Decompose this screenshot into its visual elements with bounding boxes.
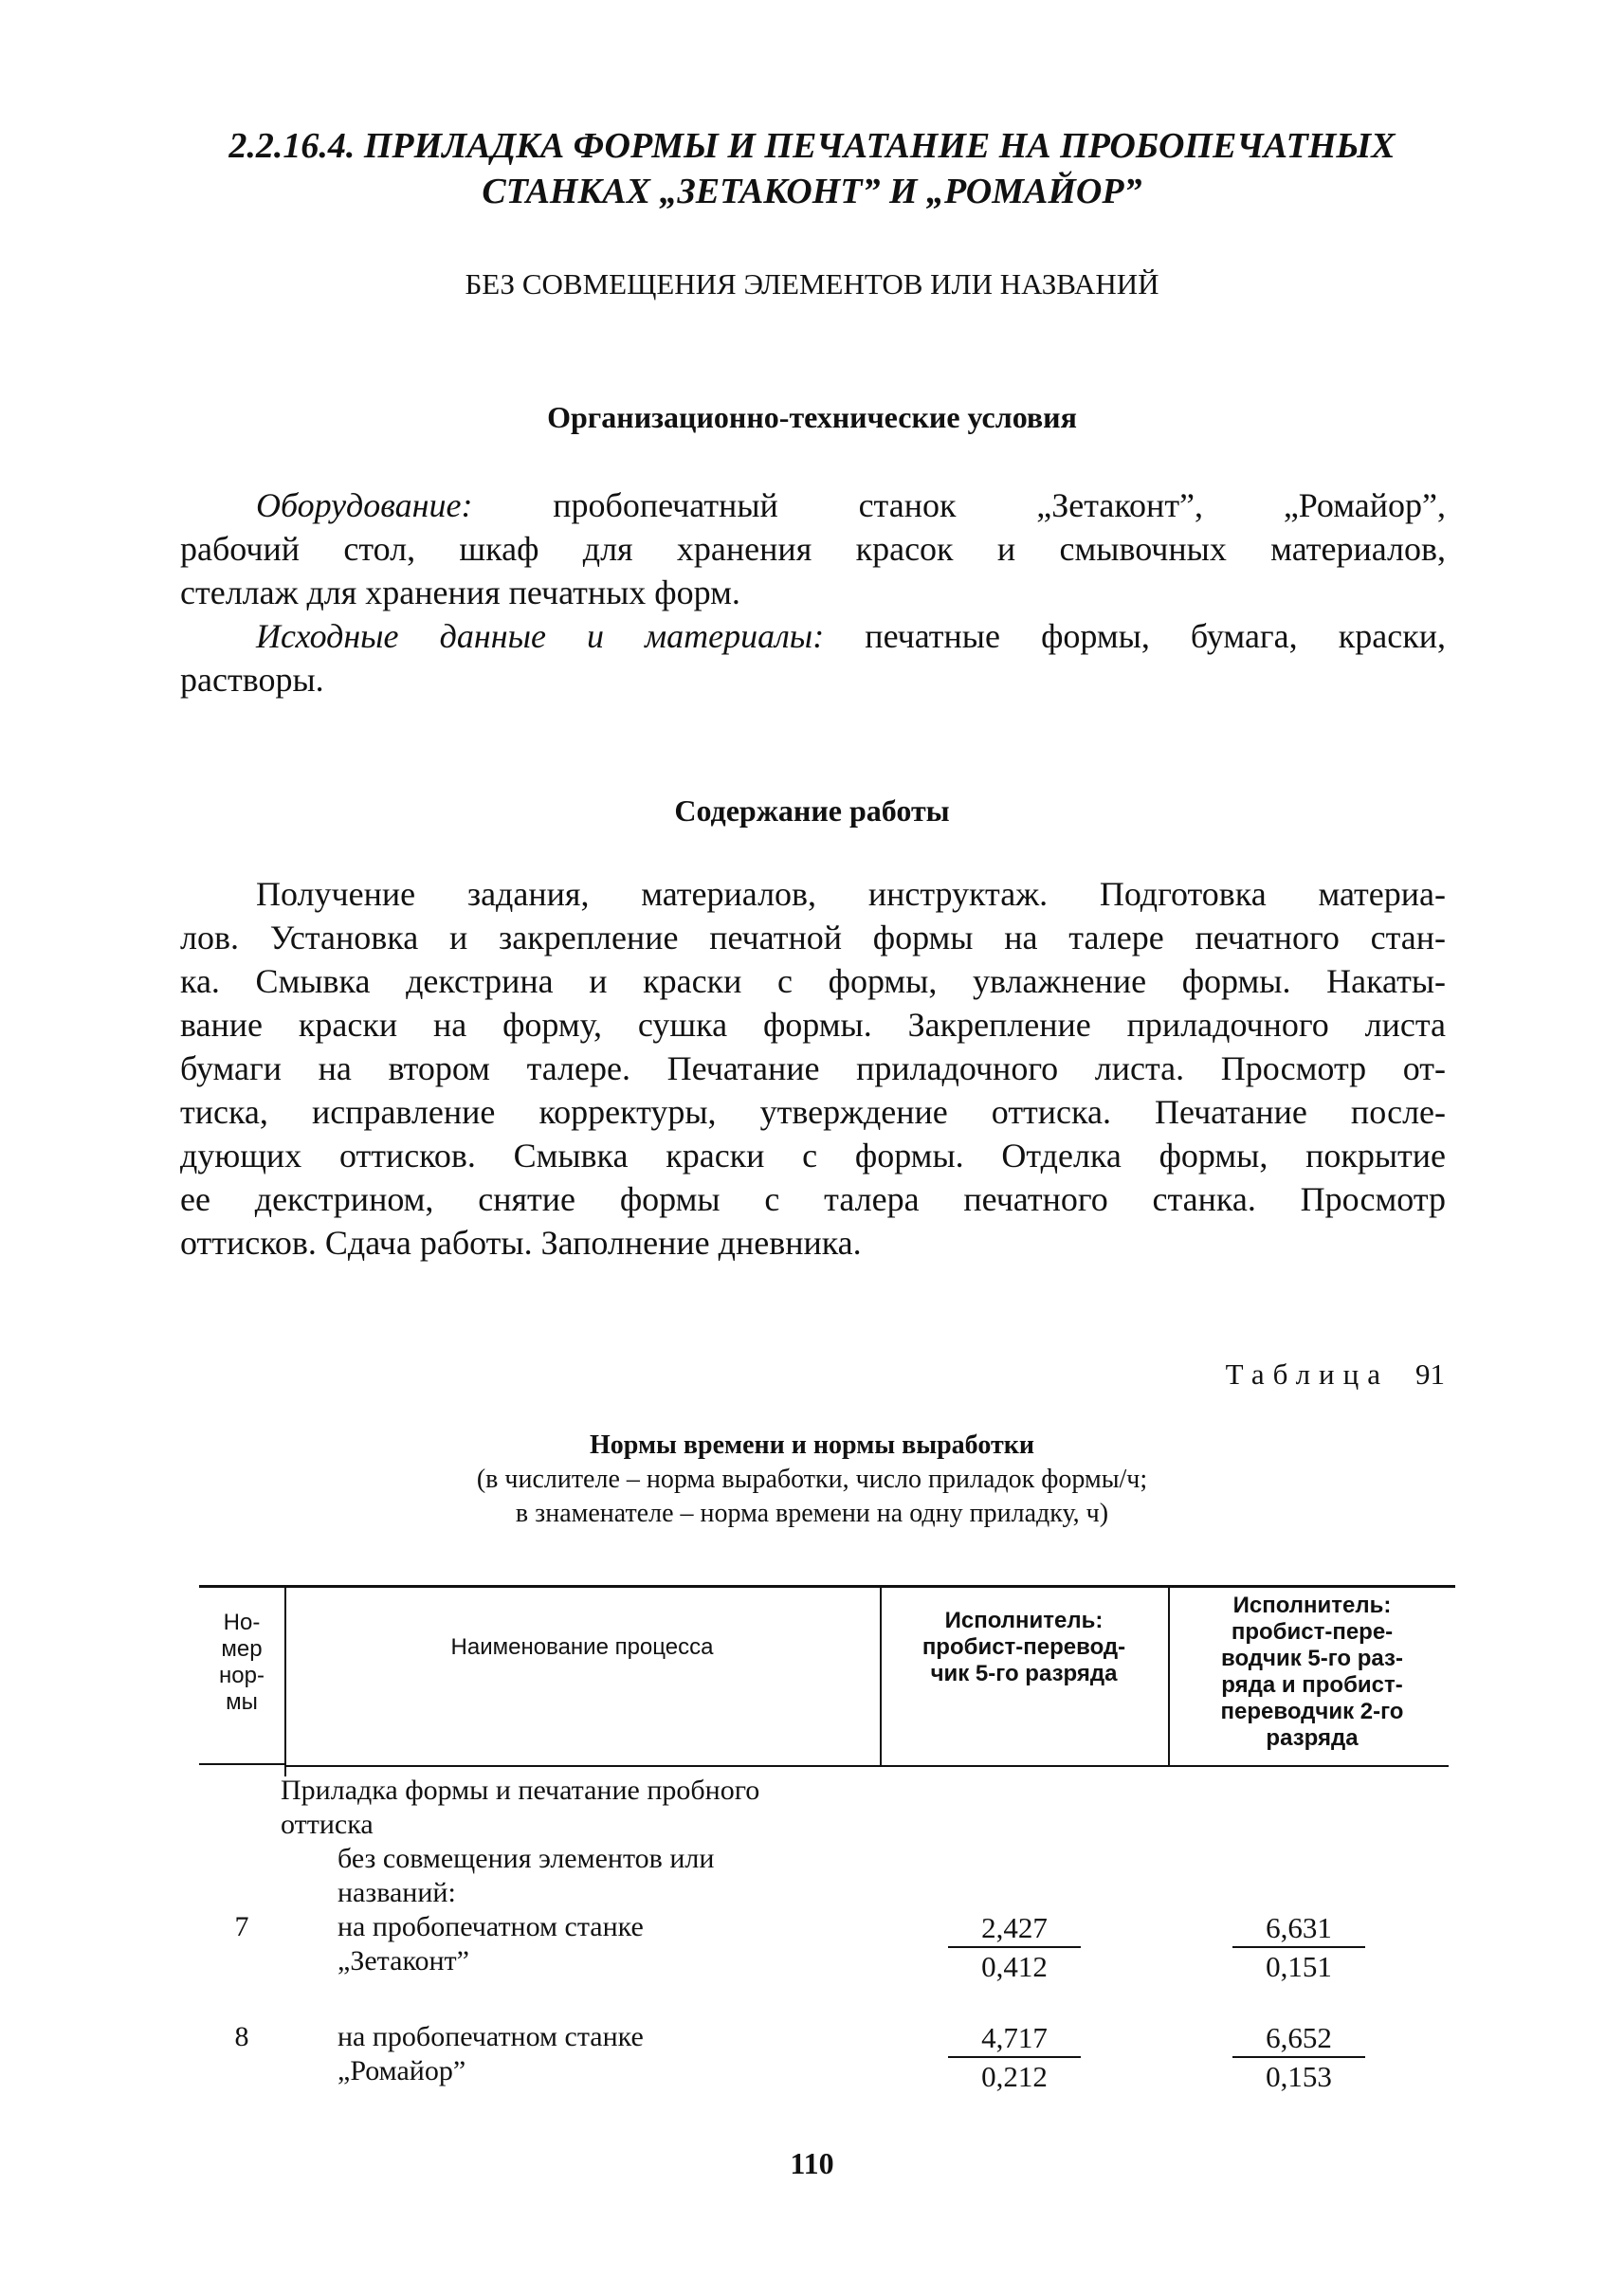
row-value-fraction: [948, 2021, 1081, 2094]
row-value-fraction: [1232, 2021, 1365, 2094]
group-subtitle-line-1: без совмещения элементов или: [338, 1843, 715, 1874]
equipment-text: пробопечатный станок „Зетаконт”, „Ромайор”,: [472, 486, 1446, 524]
group-title-line-1: Приладка формы и печатание пробного: [281, 1775, 760, 1806]
header-text: Но-: [223, 1610, 261, 1635]
work-line: ка. Смывка декстрина и краски с формы, увлажнение формы. Накаты-: [180, 962, 1446, 1000]
row-norm-number: 8: [234, 2021, 249, 2052]
equipment-paragraph-line-1: [180, 483, 1446, 527]
header-text: нор-: [219, 1663, 265, 1688]
table-number: [0, 1356, 1445, 1393]
work-line: Получение задания, материалов, инструктаж. Подготовка материа-: [256, 875, 1446, 913]
materials-paragraph-line-1: [180, 614, 1446, 658]
table-header-rule: [284, 1765, 1449, 1767]
header-text: водчик 5-го раз-: [1221, 1646, 1403, 1671]
table-label: Таблица: [1225, 1357, 1389, 1391]
table-top-rule: [199, 1585, 1455, 1588]
table-title: Нормы времени и нормы выработки: [590, 1430, 1034, 1460]
work-line: вание краски на форму, сушка формы. Закрепление приладочного листа: [180, 1006, 1446, 1044]
conditions-heading: Организационно-технические условия: [547, 400, 1077, 434]
table-header-rule: [199, 1763, 284, 1765]
materials-label: Исходные данные и материалы:: [256, 617, 825, 655]
header-text: ряда и пробист-: [1221, 1672, 1403, 1698]
header-norm-number: [201, 1610, 283, 1716]
row-value-fraction: [948, 1911, 1081, 1984]
table-caption-line-1: (в числителе – норма выработки, число приладок формы/ч;: [476, 1465, 1148, 1494]
section-subtitle: БЕЗ СОВМЕЩЕНИЯ ЭЛЕМЕНТОВ ИЛИ НАЗВАНИЙ: [465, 267, 1159, 301]
materials-paragraph-line-2: растворы.: [180, 661, 324, 699]
page-number: 110: [790, 2146, 834, 2180]
time-norm-value: 0,151: [1266, 1950, 1332, 1983]
header-text: Исполнитель:: [944, 1608, 1104, 1633]
header-text: пробист-пере-: [1231, 1619, 1394, 1645]
header-text: мы: [226, 1689, 258, 1715]
equipment-paragraph-line-2: рабочий стол, шкаф для хранения красок и смывочных материалов,: [180, 530, 1446, 568]
equipment-label: Оборудование:: [256, 486, 473, 524]
time-norm-value: 0,153: [1266, 2060, 1332, 2093]
work-line: дующих оттисков. Смывка краски с формы. Отделка формы, покрытие: [180, 1137, 1446, 1175]
output-norm-value: 6,652: [1232, 2021, 1365, 2058]
row-norm-number: 7: [234, 1911, 249, 1942]
header-process-name: Наименование процесса: [450, 1634, 714, 1660]
time-norm-value: 0,412: [981, 1950, 1048, 1983]
table-number-value: 91: [1415, 1357, 1445, 1391]
output-norm-value: 6,631: [1232, 1911, 1365, 1948]
materials-text: печатные формы, бумага, краски,: [824, 617, 1446, 655]
output-norm-value: 4,717: [948, 2021, 1081, 2058]
section-title-line-1: 2.2.16.4. ПРИЛАДКА ФОРМЫ И ПЕЧАТАНИЕ НА ПРОБОПЕЧАТНЫХ: [228, 126, 1396, 166]
header-text: чик 5-го разряда: [930, 1661, 1118, 1686]
work-line: ее декстрином, снятие формы с талера печатного станка. Просмотр: [180, 1180, 1446, 1218]
group-title-line-2: оттиска: [281, 1809, 374, 1840]
header-text: разряда: [1266, 1725, 1359, 1751]
header-text: пробист-перевод-: [921, 1634, 1126, 1660]
header-performer-5-and-2: [1170, 1593, 1454, 1752]
work-heading: Содержание работы: [674, 793, 950, 828]
header-text: мер: [221, 1636, 263, 1662]
table-caption-line-2: в знаменателе – норма времени на одну приладку, ч): [515, 1499, 1109, 1528]
work-line: оттисков. Сдача работы. Заполнение дневника.: [180, 1224, 862, 1262]
row-process-line-2: „Ромайор”: [338, 2055, 466, 2086]
work-line: бумаги на втором талере. Печатание приладочного листа. Просмотр от-: [180, 1049, 1446, 1087]
row-process-line-1: на пробопечатном станке: [338, 1911, 644, 1942]
row-process-line-1: на пробопечатном станке: [338, 2021, 644, 2052]
work-line: тиска, исправление корректуры, утверждение оттиска. Печатание после-: [180, 1093, 1446, 1131]
group-subtitle-line-2: названий:: [338, 1877, 456, 1908]
header-text: Исполнитель:: [1232, 1593, 1392, 1618]
row-process-line-2: „Зетаконт”: [338, 1945, 469, 1976]
header-performer-5: [882, 1608, 1166, 1687]
header-text: переводчик 2-го: [1220, 1699, 1404, 1724]
table-column-divider: [284, 1587, 286, 1776]
time-norm-value: 0,212: [981, 2060, 1048, 2093]
equipment-paragraph-line-3: стеллаж для хранения печатных форм.: [180, 574, 740, 611]
row-value-fraction: [1232, 1911, 1365, 1984]
section-title-line-2: СТАНКАХ „ЗЕТАКОНТ” И „РОМАЙОР”: [482, 172, 1142, 211]
output-norm-value: 2,427: [948, 1911, 1081, 1948]
work-line: лов. Установка и закрепление печатной формы на талере печатного стан-: [180, 919, 1446, 956]
